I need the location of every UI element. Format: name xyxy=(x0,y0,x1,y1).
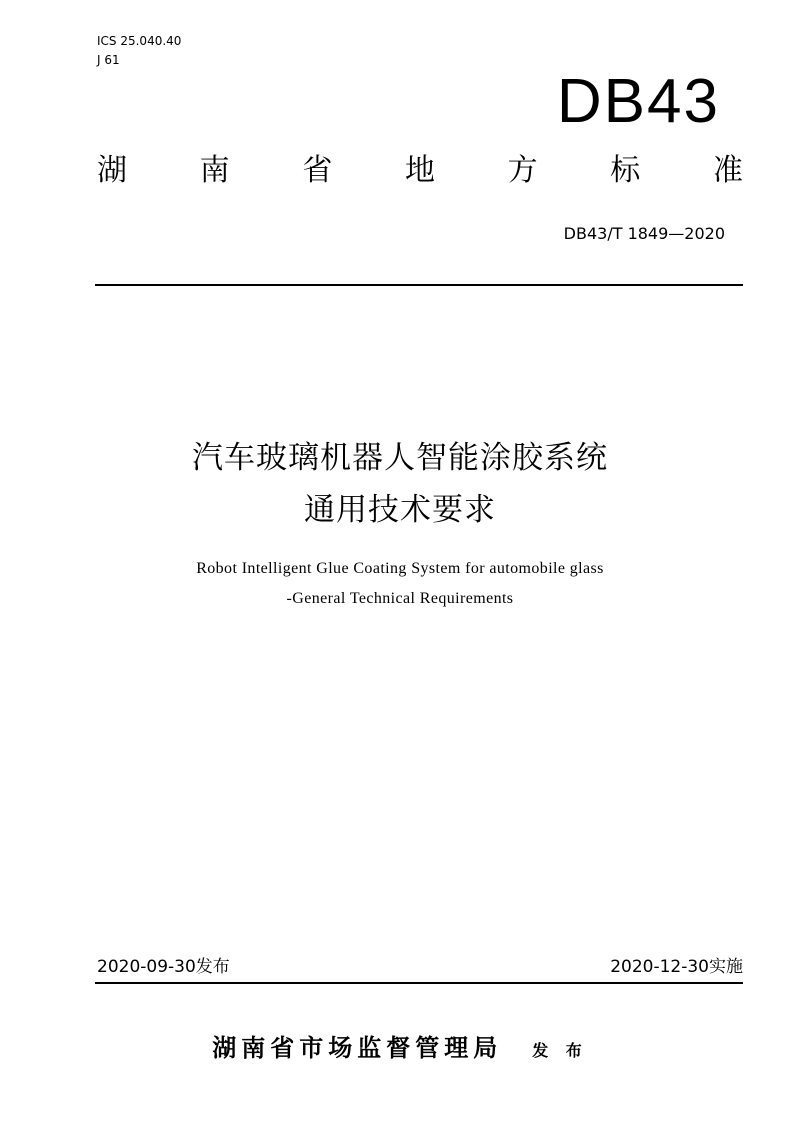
standard-type-char: 方 xyxy=(507,153,538,188)
issuer-suffix: 发 布 xyxy=(532,1041,588,1060)
issuer xyxy=(0,1028,800,1063)
standard-type-char: 湖 xyxy=(97,153,127,188)
title-english xyxy=(0,554,800,614)
implementation-date: 2020-12-30实施 xyxy=(610,957,743,977)
classification-code: J 61 xyxy=(97,53,120,67)
standard-type xyxy=(97,148,743,194)
standard-type-char: 地 xyxy=(404,153,435,188)
standard-type-char: 南 xyxy=(199,153,230,188)
standard-type-char: 省 xyxy=(302,153,333,188)
title-chinese-line: 通用技术要求 xyxy=(304,492,496,528)
ics-number: ICS 25.040.40 xyxy=(97,34,182,48)
title-chinese xyxy=(0,432,800,536)
standard-code: DB43 xyxy=(556,67,720,136)
standard-number: DB43/T 1849—2020 xyxy=(563,224,725,243)
title-english-line: -General Technical Requirements xyxy=(286,590,514,607)
standard-type-char: 准 xyxy=(712,153,743,188)
title-english-line: Robot Intelligent Glue Coating System for automobile glass xyxy=(196,560,604,577)
top-divider xyxy=(95,284,743,286)
title-chinese-line: 汽车玻璃机器人智能涂胶系统 xyxy=(192,440,608,476)
publish-date: 2020-09-30发布 xyxy=(97,957,230,977)
standard-type-char: 标 xyxy=(610,153,641,188)
issuer-name: 湖南省市场监督管理局 xyxy=(212,1034,503,1062)
bottom-divider xyxy=(95,982,743,984)
